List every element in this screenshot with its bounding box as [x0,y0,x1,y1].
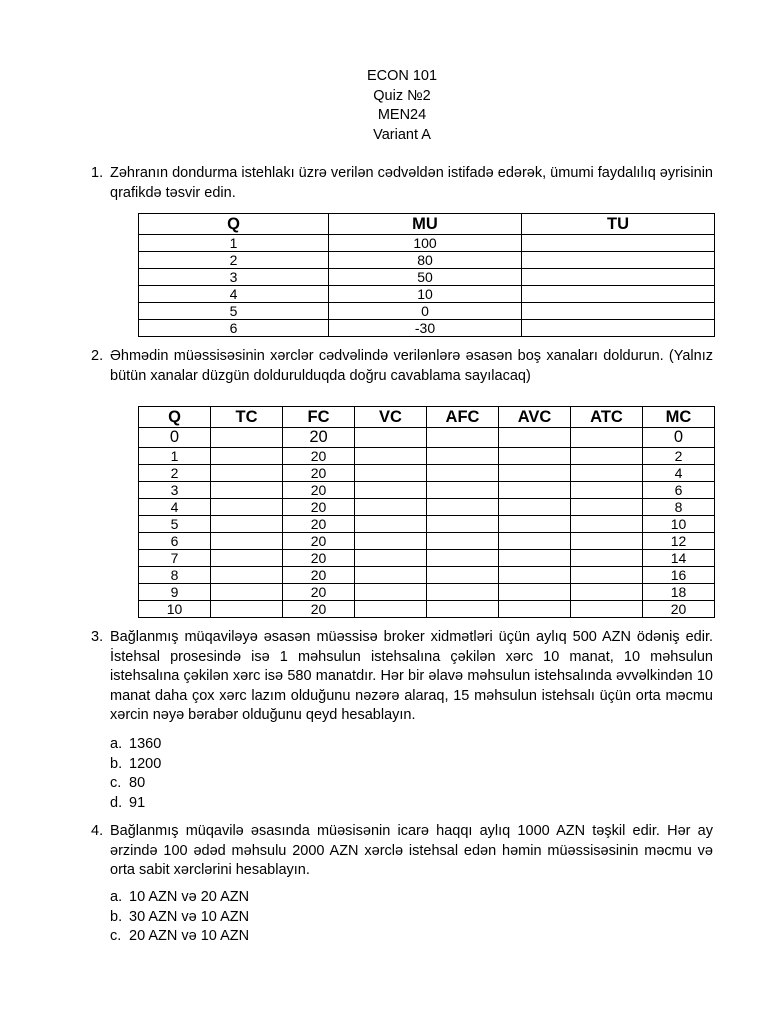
question-4 [91,822,713,881]
table-cell: 12 [643,533,715,550]
table-cell [571,428,643,448]
table-cell [211,499,283,516]
table-cell [499,516,571,533]
table-cell: 20 [283,516,355,533]
table-cell: 6 [643,482,715,499]
table-row [139,303,715,320]
table-cell: 0 [139,428,211,448]
question-text: Zəhranın dondurma istehlakı üzrə verilən cədvəldən istifadə edərək, ümumi faydalılıq əyrisinin qrafikdə təsvir edin. [110,165,713,201]
table-row [139,550,715,567]
table-cell [499,465,571,482]
option-letter: d. [110,794,123,811]
table-cell [571,465,643,482]
table-cell: 3 [139,269,329,286]
table-row [139,465,715,482]
table-cell: 100 [329,235,522,252]
table-cell [427,499,499,516]
table-cell [427,533,499,550]
table-cell [571,601,643,618]
column-header: VC [355,407,427,428]
table-cell: 20 [283,482,355,499]
group-code: MEN24 [377,107,427,123]
table-cell [571,533,643,550]
table-cell: 0 [329,303,522,320]
answer-option [110,774,161,794]
table-row [139,601,715,618]
table-cell [211,482,283,499]
table-cell: 20 [643,601,715,618]
table-cell [571,499,643,516]
table-cell [355,482,427,499]
table-cell [499,448,571,465]
table-cell [499,428,571,448]
question-text: Bağlanmış müqavilə əsasında müəsisənin icarə haqqı aylıq 1000 AZN təşkil edir. Hər ay ərzində 100 ədəd məhsulu 2000 AZN xərclə istehsal edən həmin müəssisəsinin məcmu və orta sabit xərclərini hesablayın. [110,823,713,878]
variant-label: Variant A [373,126,431,143]
table-cell: 1 [139,235,329,252]
table-cell [571,550,643,567]
option-text: 91 [129,794,146,811]
table-cell: 10 [643,516,715,533]
table-cell: 20 [283,601,355,618]
cost-table [138,406,715,618]
answer-option [110,794,161,814]
table-row [139,286,715,303]
table-cell [355,516,427,533]
option-letter: a. [110,736,123,752]
table-cell: 8 [139,567,211,584]
table-cell [571,482,643,499]
table-cell [499,499,571,516]
table-cell [522,235,715,252]
option-text: 80 [129,775,146,791]
question-3 [91,628,713,726]
table-cell: 4 [643,465,715,482]
quiz-header [0,67,768,145]
table-cell [499,482,571,499]
table-cell [571,567,643,584]
option-letter: b. [110,908,123,925]
table-header-row [139,407,715,428]
table-cell: 8 [643,499,715,516]
table-row [139,584,715,601]
table-cell: 20 [283,448,355,465]
table-cell: 20 [283,428,355,448]
table-cell [211,584,283,601]
table-cell [427,448,499,465]
table-row [139,482,715,499]
table-cell [355,533,427,550]
answer-option [110,908,249,928]
table-cell [211,601,283,618]
option-text: 10 AZN və 20 AZN [129,889,250,905]
option-text: 1360 [129,736,162,752]
table-cell: 5 [139,516,211,533]
table-cell [211,533,283,550]
table-cell [571,448,643,465]
table-cell [427,465,499,482]
table-cell: 2 [139,252,329,269]
table-cell: 20 [283,584,355,601]
table-row [139,252,715,269]
table-cell: 2 [139,465,211,482]
table-cell [522,252,715,269]
table-cell [427,516,499,533]
table-row [139,533,715,550]
table-cell: 6 [139,320,329,337]
table-cell [211,516,283,533]
question-number: 1. [91,165,104,181]
table-row [139,499,715,516]
table-cell [211,465,283,482]
table-cell [571,584,643,601]
table-row [139,428,715,448]
column-header: ATC [571,407,643,428]
table-cell [211,448,283,465]
option-letter: b. [110,755,123,772]
table-row [139,567,715,584]
table-cell: 2 [643,448,715,465]
table-cell: 1 [139,448,211,465]
table-cell: 80 [329,252,522,269]
answer-option [110,735,161,755]
table-cell: 18 [643,584,715,601]
answer-option [110,755,161,775]
table-cell [355,567,427,584]
table-cell [499,550,571,567]
question-text: Əhmədin müəssisəsinin xərclər cədvəlində verilənlərə əsasən boş xanaları doldurun. (Yalnız bütün xanalar düzgün doldurulduqda doğru cavablama sayılacaq) [110,348,713,384]
table-cell [499,584,571,601]
table-row [139,235,715,252]
table-cell: 4 [139,286,329,303]
table-cell [499,533,571,550]
column-header: TC [211,407,283,428]
table-cell [427,584,499,601]
column-header: AFC [427,407,499,428]
option-text: 1200 [129,755,162,772]
column-header: AVC [499,407,571,428]
column-header: MU [329,214,522,235]
table-header-row [139,214,715,235]
table-cell [427,567,499,584]
option-letter: c. [110,928,122,944]
option-letter: a. [110,889,123,905]
column-header: Q [139,407,211,428]
question-number: 4. [91,823,104,839]
table-cell [355,601,427,618]
table-cell [571,516,643,533]
table-cell: 20 [283,499,355,516]
column-header: Q [139,214,329,235]
table-cell [355,550,427,567]
question-number: 2. [91,348,104,364]
table-row [139,516,715,533]
answer-option [110,927,249,947]
table-cell: 10 [139,601,211,618]
question-4-options [110,888,249,947]
table-cell: -30 [329,320,522,337]
table-cell [211,550,283,567]
table-cell: 20 [283,465,355,482]
table-cell [427,428,499,448]
table-cell [355,584,427,601]
table-cell: 5 [139,303,329,320]
question-3-options [110,735,161,813]
table-cell [499,567,571,584]
table-cell: 16 [643,567,715,584]
table-cell: 0 [643,428,715,448]
question-number: 3. [91,629,104,645]
table-cell [355,465,427,482]
course-code: ECON 101 [366,68,438,84]
table-cell [355,499,427,516]
table-cell: 4 [139,499,211,516]
table-cell [211,567,283,584]
table-cell: 50 [329,269,522,286]
question-text: Bağlanmış müqaviləyə əsasən müəssisə broker xidmətləri üçün aylıq 500 AZN ödəniş edir. İstehsal prosesində isə 1 məhsulun istehsalına çəkilən xərc 10 manat, 10 məhsulun istehsalına çəkilən xərc isə 580 manatdır. Hər bir əlavə məhsulun istehsalında əvvəlkindən 10 manat daha çox xərc lazım olduğunu nəzərə alaraq, 15 məhsulun istehsalı üçün orta məcmu xərcin nəyə bərabər olduğunu qeyd hesablayın. [110,629,713,723]
table-cell [427,550,499,567]
table-cell: 6 [139,533,211,550]
table-cell [355,428,427,448]
table-cell: 10 [329,286,522,303]
table-row [139,320,715,337]
table-cell [522,286,715,303]
table-cell [522,303,715,320]
table-cell: 3 [139,482,211,499]
column-header: MC [643,407,715,428]
column-header: TU [522,214,715,235]
table-row [139,448,715,465]
answer-option [110,888,249,908]
table-cell [427,482,499,499]
table-cell: 20 [283,533,355,550]
question-2 [91,347,713,386]
table-cell: 9 [139,584,211,601]
table-cell [427,601,499,618]
table-cell [355,448,427,465]
option-letter: c. [110,775,122,791]
quiz-number: Quiz №2 [373,87,431,104]
option-text: 30 AZN və 10 AZN [129,908,250,925]
table-cell [211,428,283,448]
table-row [139,269,715,286]
table-cell: 7 [139,550,211,567]
table-cell: 14 [643,550,715,567]
question-1 [91,164,713,203]
table-cell: 20 [283,567,355,584]
table-cell [499,601,571,618]
table-cell [522,320,715,337]
table-cell: 20 [283,550,355,567]
utility-table [138,213,715,337]
table-cell [522,269,715,286]
option-text: 20 AZN və 10 AZN [129,928,250,944]
column-header: FC [283,407,355,428]
